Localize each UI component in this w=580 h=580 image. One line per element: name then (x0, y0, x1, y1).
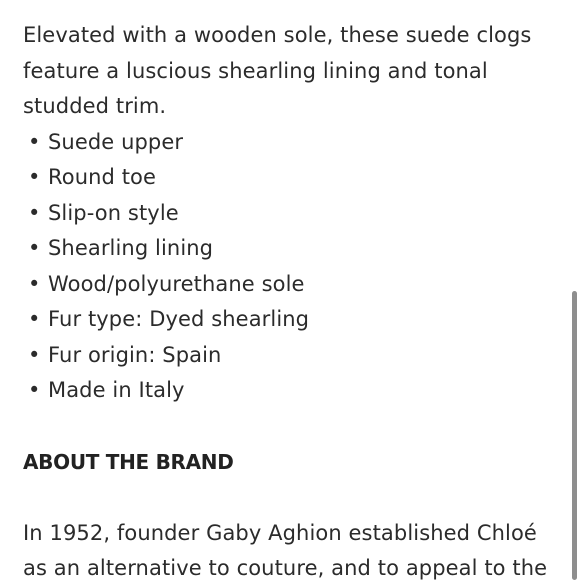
list-item (23, 338, 553, 374)
bullet-icon: • (28, 271, 41, 296)
feature-text: Round toe (48, 165, 157, 189)
scrollbar[interactable] (570, 0, 580, 580)
bullet-icon: • (28, 378, 41, 402)
list-item (23, 196, 553, 232)
brand-heading: ABOUT THE BRAND (23, 449, 234, 474)
feature-text: Fur origin: Spain (48, 342, 222, 367)
list-item (23, 125, 553, 161)
feature-text: Shearling lining (48, 236, 214, 260)
feature-text: Suede upper (48, 129, 184, 154)
scrollbar-thumb[interactable] (572, 291, 577, 580)
list-item (23, 302, 553, 338)
bullet-icon: • (28, 307, 41, 331)
feature-text: Wood/polyurethane sole (48, 271, 305, 296)
product-details (23, 18, 553, 580)
bullet-icon: • (28, 236, 41, 260)
bullet-icon: • (28, 129, 41, 154)
list-item (23, 160, 553, 196)
bullet-icon: • (28, 200, 41, 225)
list-item (23, 267, 553, 303)
bullet-icon: • (28, 342, 41, 367)
list-item (23, 231, 553, 267)
feature-text: Fur type: Dyed shearling (48, 307, 310, 331)
product-description: Elevated with a wooden sole, these suede clogs feature a luscious shearling lining and tonal studded trim. (23, 23, 532, 118)
list-item (23, 373, 553, 409)
brand-text: In 1952, founder Gaby Aghion established Chloé as an alternative to couture, and to appeal to the (23, 520, 548, 580)
feature-text: Made in Italy (48, 378, 185, 402)
feature-list (23, 125, 553, 409)
feature-text: Slip-on style (48, 200, 179, 225)
bullet-icon: • (28, 165, 41, 189)
